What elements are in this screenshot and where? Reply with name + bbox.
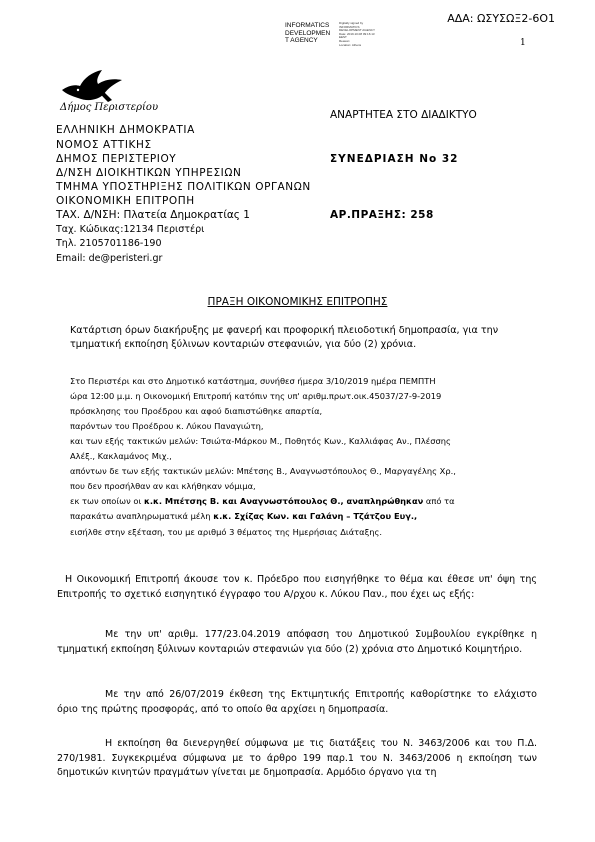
header-line: ΟΙΚΟΝΟΜΙΚΗ ΕΠΙΤΡΟΠΗ — [56, 195, 195, 207]
ada-code: ΑΔΑ: ΩΣΥΣΩΞ2-6Ο1 — [447, 12, 555, 25]
meeting-line: εισήλθε στην εξέταση, του με αριθμό 3 θέματος της Ημερήσιας Διάταξης. — [70, 527, 383, 537]
dove-logo-icon — [58, 64, 126, 106]
header-postal: Ταχ. Κώδικας:12134 Περιστέρι — [56, 224, 205, 235]
meeting-line: και των εξής τακτικών μελών: Τσιώτα-Μάρκου Μ., Ποθητός Κων., Καλλιάφας Αν., Πλέσσης — [70, 436, 451, 446]
intro-paragraph: Η Οικονομική Επιτροπή άκουσε τον κ. Πρόεδρο που εισηγήθηκε το θέμα και έθεσε υπ' όψη της Επιτροπής το σχετικό εισηγητικό έγγραφο του Α/ρχου κ. Λύκου Παν., που έχει ως εξής: — [57, 574, 537, 600]
act-number: ΑΡ.ΠΡΑΞΗΣ: 258 — [330, 209, 434, 221]
meeting-line: Στο Περιστέρι και στο Δημοτικό κατάστημα, συνήθεσ ήμερα 3/10/2019 ημέρα ΠΕΜΠΤΗ — [70, 376, 436, 386]
header-line: ΤΜΗΜΑ ΥΠΟΣΤΗΡΙΞΗΣ ΠΟΛΙΤΙΚΩΝ ΟΡΓΑΝΩΝ — [56, 181, 311, 193]
digital-signature-line: T AGENCY — [285, 37, 318, 44]
meeting-line: πρόσκλησης του Προέδρου και αφού διαπιστώθηκε απαρτία, — [70, 406, 323, 416]
page-title: ΠΡΑΞΗ ΟΙΚΟΝΟΜΙΚΗΣ ΕΠΙΤΡΟΠΗΣ — [207, 296, 388, 308]
header-line: ΔΗΜΟΣ ΠΕΡΙΣΤΕΡΙΟΥ — [56, 153, 177, 165]
header-line: ΕΛΛΗΝΙΚΗ ΔΗΜΟΚΡΑΤΙΑ — [56, 124, 195, 136]
body-paragraph: Με την από 26/07/2019 έκθεση της Εκτιμητικής Επιτροπής καθορίστηκε το ελάχιστο όριο της πρώτης προσφοράς, από το οποίο θα αρχίσει η δημοπρασία. — [57, 689, 537, 715]
digital-signature-line: INFORMATICS — [285, 22, 330, 29]
header-address: ΤΑΧ. Δ/ΝΣΗ: Πλατεία Δημοκρατίας 1 — [56, 209, 250, 221]
body-paragraph: Η εκποίηση θα διενεργηθεί σύμφωνα με τις διατάξεις του Ν. 3463/2006 και του Π.Δ. 270/1981. Συγκεκριμένα σύμφωνα με το άρθρο 199 παρ.1 του Ν. 3463/2006 η εκποίηση των δημοτικών κινητών πραγμάτων γίνεται με δημοπρασία. Αρμόδιο όργανο για τη — [57, 738, 537, 778]
header-line: Δ/ΝΣΗ ΔΙΟΙΚΗΤΙΚΩΝ ΥΠΗΡΕΣΙΩΝ — [56, 167, 242, 179]
session-number: ΣΥΝΕΔΡΙΑΣΗ Νο 32 — [330, 153, 459, 165]
publish-notice: ΑΝΑΡΤΗΤΕΑ ΣΤΟ ΔΙΑΔΙΚΤΥΟ — [330, 109, 477, 121]
header-email: Email: de@peristeri.gr — [56, 253, 163, 264]
subject-text: Κατάρτιση όρων διακήρυξης με φανερή και προφορική πλειοδοτική δημοπρασία, για την τμηματική εκποίηση ξύλινων κονταριών στεφανιών, για δύο (2) χρόνια. — [70, 325, 499, 350]
meeting-line: που δεν προσήλθαν αν και κλήθηκαν νόμιμα, — [70, 481, 256, 491]
meeting-line: ώρα 12:00 μ.μ. η Οικονομική Επιτροπή κατόπιν της υπ' αριθμ.πρωτ.οικ.45037/27-9-2019 — [70, 391, 442, 401]
page-number: 1 — [520, 38, 526, 48]
digital-signature-details: Digitally signed by INFORMATICS DEVELOPMENT AGENCY Date: 2019.10.08 09:16:13 EEST Reason: Location: Athens — [339, 21, 375, 47]
header-phone: Τηλ. 2105701186-190 — [56, 238, 162, 249]
body-paragraph: Με την υπ' αριθμ. 177/23.04.2019 απόφαση του Δημοτικού Συμβουλίου εγκρίθηκε η τμηματική εκποίηση ξύλινων κονταριών στεφανιών για δύο (2) χρόνια στο Δημοτικό Κοιμητήριο. — [57, 629, 537, 655]
meeting-line: παρόντων του Προέδρου κ. Λύκου Παναγιώτη, — [70, 421, 264, 431]
meeting-line: παρακάτω αναπληρωματικά μέλη κ.κ. Σχίζας Κων. και Γαλάνη – Τζάτζου Ευγ., — [70, 511, 418, 521]
meeting-line: εκ των οποίων οι κ.κ. Μπέτσης Β. και Αναγνωστόπουλος Θ., αναπληρώθηκαν από τα — [70, 496, 455, 506]
meeting-line: απόντων δε των εξής τακτικών μελών: Μπέτσης Β., Αναγνωστόπουλος Θ., Μαργαγέλης Χρ., — [70, 466, 456, 476]
meeting-line: Αλέξ., Κακλαμάνος Μιχ., — [70, 451, 172, 461]
header-line: ΝΟΜΟΣ ΑΤΤΙΚΗΣ — [56, 139, 152, 151]
digital-signature-line: DEVELOPMEN — [285, 29, 331, 37]
municipality-signature: Δήμος Περιστερίου — [60, 102, 159, 113]
digital-signature-label — [285, 22, 330, 45]
